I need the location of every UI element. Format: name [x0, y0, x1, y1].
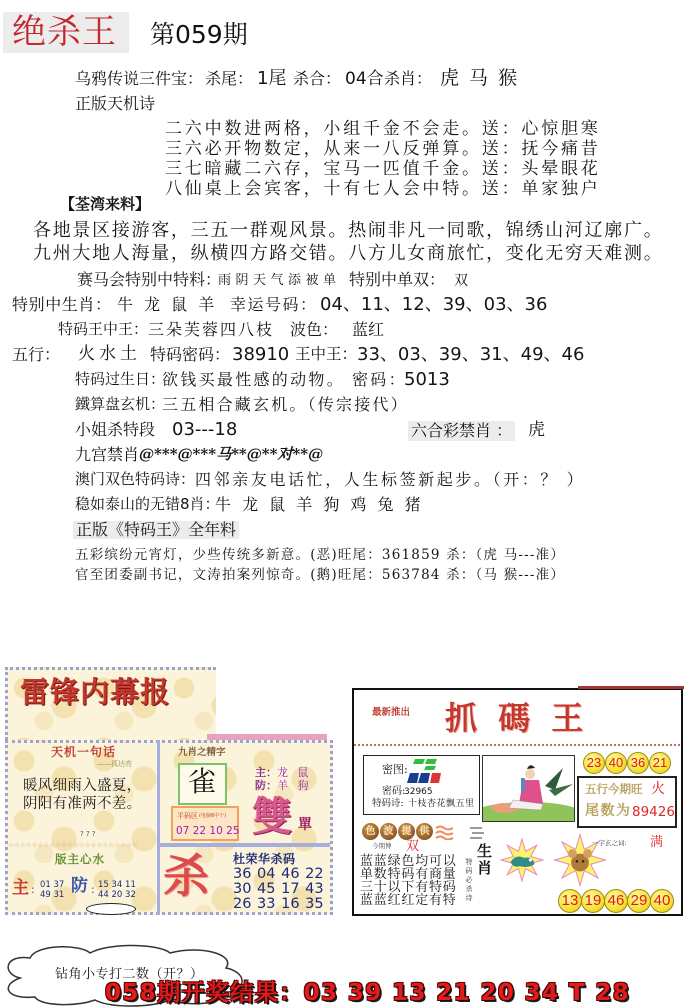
number-ball: 29 [627, 889, 651, 913]
zhuama-red-dotted-line [354, 744, 680, 746]
lucky-label: 幸运号码： [230, 295, 318, 314]
shengxiao-top: 生 [477, 842, 493, 860]
tianji-title: 天机一句话 [51, 745, 117, 759]
wuxing-label: 五行： [12, 345, 61, 364]
shengxiao-bottom: 肖 [477, 859, 493, 877]
xinshui-zhu-label: 主 [12, 878, 29, 898]
kill-xiao-value: 虎 马 猴 [440, 67, 520, 89]
kill-he-value: 04合 [345, 69, 384, 89]
kill-he-label: 杀合： [293, 69, 342, 88]
jiuxiao-fang-label: 防： [255, 779, 277, 792]
draw-result: 058期开奖结果：03 39 13 21 20 34 T 28 [105, 980, 631, 1006]
wencuo-label: 稳如泰山的无错8肖： [75, 495, 220, 513]
xiaojie-label: 小姐杀特段 [75, 420, 156, 439]
number-ball: 36 [627, 752, 649, 774]
tiesuan-value: 三五相合藏玄机。（传宗接代） [162, 395, 409, 414]
quanwan-title: 【荃湾来料】 [60, 195, 151, 213]
page-title: 绝杀王 [12, 12, 117, 52]
shengxiao-value: 牛 龙 鼠 羊 [117, 295, 218, 314]
number-ball: 23 [583, 752, 605, 774]
birthday-value: 欲钱买最性感的动物。 [162, 370, 346, 389]
shama-row: 36 04 46 22 [233, 866, 324, 882]
bisha-poem-line: 单数特码有商量 [360, 867, 457, 882]
xinshui-zhu-line: 01 37 [40, 880, 65, 890]
shama-title: 杜荣华杀码 [233, 852, 296, 866]
leifeng-right-divider [160, 843, 330, 847]
xinshui-fang-line: 44 20 32 [98, 890, 136, 900]
tianji-footer: ? ? ? [80, 830, 96, 838]
issue-number: 第059期 [150, 20, 248, 49]
wencuo-value: 牛 龙 鼠 羊 狗 鸡 兔 猪 [215, 495, 424, 514]
mitu-logo-icon [406, 758, 442, 784]
illustration-image [482, 755, 575, 822]
sebo-badge: 波 [380, 823, 397, 840]
jinxiao-label: 六合彩禁肖 ： [408, 421, 515, 441]
tiesuan-label: 鐵算盘玄机： [75, 395, 166, 413]
quannian-title: 正版《特码王》全年料 [73, 521, 239, 539]
xinshui-fang-label: 防 [71, 876, 88, 896]
tianji-author: ——孤达亮 [97, 760, 132, 768]
wuxing-value: 火水土 [78, 344, 141, 364]
tema-mima-label: 特码密码： [150, 345, 231, 364]
leifeng-vertical-divider [157, 740, 160, 915]
jiugong-value: @***@***马**@**对**@ [139, 445, 324, 463]
danshuang-value: 双 [454, 273, 468, 289]
birthday-label: 特码过生日： [75, 370, 166, 388]
poem-line: 八仙桌上会宾客，十有七人会中特。送：单家独户 [165, 179, 601, 199]
pingma-title: 平码区 [177, 812, 198, 820]
xinshui-colon: : [91, 883, 95, 896]
sanjianbao-label: 乌鸦传说三件宝： [75, 69, 204, 88]
bisha-poem-line: 蓝蓝红红定有特 [360, 893, 457, 908]
kill-xiao-label: 杀肖： [384, 69, 433, 88]
number-ball: 19 [581, 889, 605, 913]
shama-row: 26 33 16 35 [233, 896, 324, 912]
sha-big-char: 杀 [163, 849, 209, 903]
number-ball: 40 [650, 889, 674, 913]
aomen-label: 澳门双色特码诗： [75, 470, 196, 488]
weishu-value: 89426 [632, 804, 675, 820]
aomen-value: 四邻亲友电话忙，人生标签新起步。（开：？ ） [195, 470, 586, 489]
lucky-numbers: 04、11、12、39、03、36 [320, 294, 548, 315]
yizi-value: 满 [650, 835, 664, 850]
quanwan-line: 九州大地人海量，纵横四方路交错。八方儿女商旅忙，变化无穷天难测。 [33, 243, 664, 264]
pingma-numbers: 07 22 10 25 [176, 825, 240, 837]
bisha-poem-line: 蓝蓝绿色均可以 [360, 854, 457, 869]
dan-char: 單 [298, 817, 312, 833]
xinshui-fang-line: 15 34 11 [98, 880, 136, 890]
pingma-note: (电脑6中个) [199, 813, 227, 819]
poem-line: 三七暗藏二六存，宝马一匹值千金。送：头晕眼花 [165, 159, 601, 179]
jiuxiao-zhu: 龙 鼠 [277, 766, 312, 779]
jiuxiao-zhu-label: 主： [255, 766, 277, 779]
bose-value: 蓝红 [352, 320, 385, 339]
zhuama-tag: 最新推出 [372, 707, 411, 718]
mima-label: 密码: [382, 786, 406, 797]
birthday-mima-value: 5013 [404, 369, 450, 390]
weishu-label: 尾数为 [585, 803, 632, 819]
jiuxiao-fang: 羊 狗 [277, 779, 312, 792]
jiuxiao-title: 九肖之精字 [178, 747, 226, 758]
saima-label: 赛马会特别中特料： [77, 270, 222, 289]
bishashi-vertical: 特码必杀诗 [465, 858, 473, 903]
kill-tail-value: 1尾 [257, 68, 287, 89]
sebo-badge: 供 [416, 823, 433, 840]
yizi-label: 一字玄之词: [592, 839, 627, 847]
birthday-mima-label: 密码： [352, 370, 407, 389]
number-ball: 21 [649, 752, 671, 774]
zhuama-top-red-line [578, 686, 684, 689]
jinqi-label: 今期博 [372, 842, 392, 850]
jiugong-label: 九宫禁肖 [75, 445, 140, 464]
number-ball: 46 [604, 889, 628, 913]
wzw-value: 三朵芙蓉四八枝 [148, 320, 275, 339]
jinxiao-value: 虎 [528, 420, 545, 440]
kill-tail-label: 杀尾： [205, 69, 254, 88]
quannian-line: 官至团委副书记，文涛拍案列惊奇。(鹅)旺尾：563784 杀：（马 猴---准） [75, 567, 566, 583]
mitu-label: 密图: [382, 763, 408, 776]
xinshui-title: 版主心水 [55, 852, 105, 866]
wangzhongwang-numbers: 33、03、39、31、49、46 [357, 344, 585, 365]
wangzhongwang-label: 王中王： [295, 345, 358, 363]
xinshui-colon: : [31, 883, 35, 896]
dragon-zodiac-icon [500, 837, 544, 883]
bisha-poem-line: 三十以下有特码 [360, 880, 457, 895]
mima-value: 32965 [404, 787, 433, 797]
wuxing-value: 火 [651, 781, 665, 797]
cloud-text: 钻角小专打二数（开？） [55, 967, 204, 982]
xinshui-zhu-line: 49 31 [40, 890, 65, 900]
shama-row: 30 45 17 43 [233, 881, 324, 897]
temashi-value: 十枝杏花飘五里 [408, 799, 475, 809]
leifeng-title: 雷锋内幕报 [20, 675, 171, 709]
number-ball: 40 [605, 752, 627, 774]
temashi-label: 特码诗: [372, 798, 404, 809]
bose-label: 波色： [290, 320, 339, 339]
poem-line: 三六必开物数定，从来一八反弹算。送：抚今痛昔 [165, 139, 601, 159]
jiuxiao-char: 雀 [188, 765, 217, 798]
wave-decoration-icon [435, 824, 455, 840]
saima-value: 雨阴天气添被单 [218, 273, 341, 288]
jinqi-value: 双 [406, 839, 420, 854]
zhuama-title: 抓 碼 王 [445, 699, 588, 737]
xiaojie-value: 03---18 [172, 419, 238, 440]
wzw-label: 特码王中王： [58, 320, 149, 338]
sebo-badge: 提 [398, 823, 415, 840]
wuxing-label: 五行今期旺 [585, 782, 643, 796]
tianji-line: 阴阳有准两不差。 [23, 796, 142, 812]
tianji-poem-title: 正版天机诗 [75, 94, 156, 113]
quanwan-line: 各地景区接游客，三五一群观风景。热闹非凡一同歌，锦绣山河辽廓广。 [33, 220, 664, 241]
sebo-badge: 色 [362, 823, 379, 840]
poem-line: 二六中数进两格，小组千金不会走。送：心惊胆寒 [165, 119, 601, 139]
oval-mark [86, 903, 136, 915]
shuang-char: 雙 [252, 793, 292, 840]
shengxiao-label: 特别中生肖： [12, 295, 112, 314]
tema-mima-value: 38910 [232, 344, 290, 365]
dash-decoration-icon [468, 826, 484, 840]
danshuang-label: 特别中单双： [349, 270, 446, 289]
tianji-line: 暖风细雨入盛夏， [23, 778, 142, 794]
quannian-line: 五彩缤纷元宵灯，少些传统多新意。(恶)旺尾：361859 杀：（虎 马---准） [75, 547, 566, 563]
star-divider: ☆☆☆☆☆☆☆☆☆☆☆☆☆☆☆☆☆☆☆☆☆☆ [8, 841, 138, 849]
number-ball: 13 [558, 889, 582, 913]
